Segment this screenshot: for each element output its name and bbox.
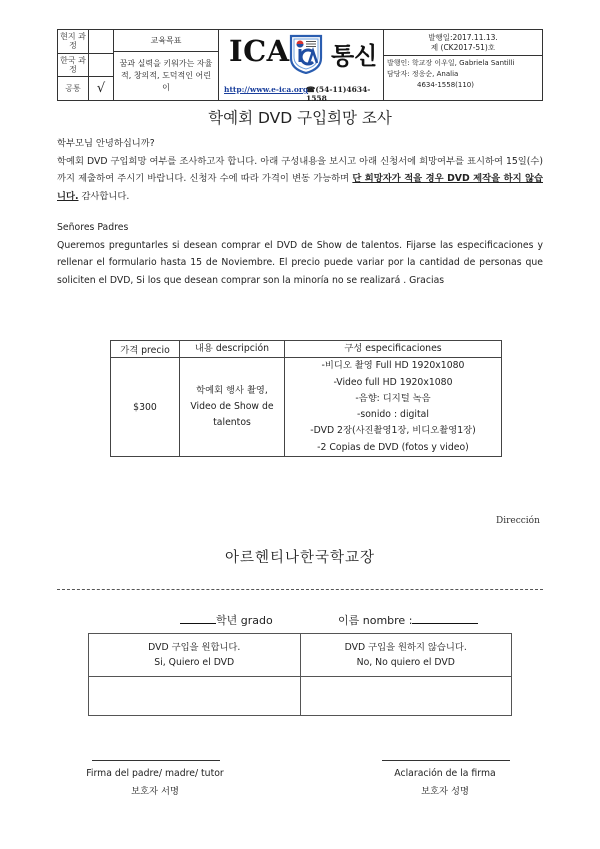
- spec-item: -음향: 디지털 녹음: [355, 392, 431, 404]
- track-row-korean: [58, 54, 113, 78]
- track-checkbox: [89, 30, 113, 53]
- grade-label: 학년 grado: [216, 614, 273, 627]
- logo-block: [219, 30, 384, 103]
- track-label: 현지 과정: [58, 30, 89, 53]
- option-yes-mark-cell[interactable]: [89, 677, 301, 716]
- spec-header-row: [111, 341, 502, 358]
- track-row-local: [58, 30, 113, 54]
- school-phone: ☎(54-11)4634-1558: [306, 85, 371, 103]
- option-no-mark-cell[interactable]: [300, 677, 512, 716]
- publisher: 발행인: 학교장 이우일, Gabriela Santilli: [387, 59, 515, 67]
- choice-mark-row: [89, 677, 512, 716]
- name-field: [338, 612, 478, 628]
- track-label: 한국 과정: [58, 54, 89, 77]
- spec-item: -Video full HD 1920x1080: [333, 376, 453, 388]
- parent-signature-label: Firma del padre/ madre/ tutor 보호자 서명: [86, 768, 224, 797]
- option-yes-label: DVD 구입을 원합니다. Si, Quiero el DVD: [89, 634, 301, 677]
- issue-info: [384, 30, 542, 100]
- specifications-header: 구성 especificaciones: [285, 341, 502, 358]
- spec-item: -2 Copias de DVD (fotos y video): [317, 441, 469, 453]
- name-input[interactable]: [412, 623, 478, 624]
- korean-greeting: 학부모님 안녕하십니까?: [57, 138, 155, 149]
- contact-phone: 4634-1558(110): [417, 81, 474, 89]
- page-title: 학예회 DVD 구입희망 조사: [208, 109, 392, 127]
- spec-item: -비디오 촬영 Full HD 1920x1080: [321, 360, 465, 372]
- cut-line-divider: [57, 589, 543, 590]
- issue-date-number: [384, 30, 542, 56]
- spec-row: [111, 358, 502, 457]
- publisher-info: [384, 56, 542, 100]
- newsletter-title: 통신: [331, 42, 378, 70]
- newsletter-header: [57, 29, 543, 101]
- name-clarification-line[interactable]: [382, 760, 510, 761]
- grade-field: [180, 612, 273, 628]
- name-label: 이름 nombre :: [338, 614, 413, 627]
- spanish-intro: [57, 219, 543, 289]
- grade-input[interactable]: [180, 623, 216, 624]
- track-label: 공통: [58, 77, 89, 100]
- korean-intro: [57, 135, 543, 205]
- logo-text: ICA: [229, 34, 290, 68]
- goal-title: 교육목표: [114, 30, 218, 52]
- price-header: 가격 precio: [111, 341, 180, 358]
- school-name: 아르헨티나한국학교장: [224, 550, 376, 566]
- track-checkbox: [89, 54, 113, 77]
- issue-number: 제 (CK2017-51)호: [430, 42, 496, 52]
- choice-header-row: [89, 634, 512, 677]
- school-emblem-icon: [289, 34, 323, 74]
- signature-line[interactable]: [92, 760, 220, 761]
- description-cell: 학예회 행사 촬영, Video de Show de talentos: [180, 358, 285, 457]
- purchase-choice-table: [88, 633, 512, 716]
- goal-body: 꿈과 실력을 키워가는 자율적, 창의적, 도덕적인 어린이: [119, 59, 213, 92]
- track-row-common: [58, 77, 113, 100]
- price-cell: $300: [111, 358, 180, 457]
- curriculum-track-table: [58, 30, 114, 100]
- spec-item: -DVD 2장(사진촬영1장, 비디오촬영1장): [310, 425, 476, 437]
- spanish-body: Queremos preguntarles si desean comprar el DVD de Show de talentos. Fijarse las especificaciones y rellenar el formulario hasta 15 de Noviembre. El precio puede variar por la cantidad de personas que soliciten el DVD, Si los que desean comprar son la minoría no se realizará . Gracias: [57, 239, 543, 286]
- dvd-spec-table: [110, 340, 502, 457]
- spec-item: -sonido : digital: [357, 409, 429, 421]
- contact-person: 담당자: 정응순, Analia: [387, 70, 459, 78]
- description-header: 내용 descripción: [180, 341, 285, 358]
- school-website-link[interactable]: http://www.e-ica.org: [224, 85, 309, 94]
- specifications-cell: [285, 358, 502, 457]
- education-goal: [114, 30, 219, 100]
- checkmark-icon: √: [96, 81, 106, 97]
- korean-emphasis: 단 희망자가 적을 경우 DVD 제작을 하지 않습니다.: [57, 173, 543, 202]
- issue-date: 발행일:2017.11.13.: [428, 32, 498, 42]
- korean-body: 학예회 DVD 구입희망 여부를 조사하고자 합니다. 아래 구성내용을 보시고 아래 신청서에 희망여부를 표시하여 15일(수)까지 제출하여 주시기 바랍니다. 신청자 수에 따라 가격이 변동 가능하며 단 희망자가 적을 경우 DVD 제작을 하지 않습니다. 감사합니다.: [57, 155, 543, 202]
- signoff: Dirección: [496, 516, 540, 526]
- option-no-label: DVD 구입을 원하지 않습니다. No, No quiero el DVD: [300, 634, 512, 677]
- name-clarification-label: Aclaración de la firma 보호자 성명: [394, 768, 496, 797]
- spanish-greeting: Señores Padres: [57, 222, 129, 233]
